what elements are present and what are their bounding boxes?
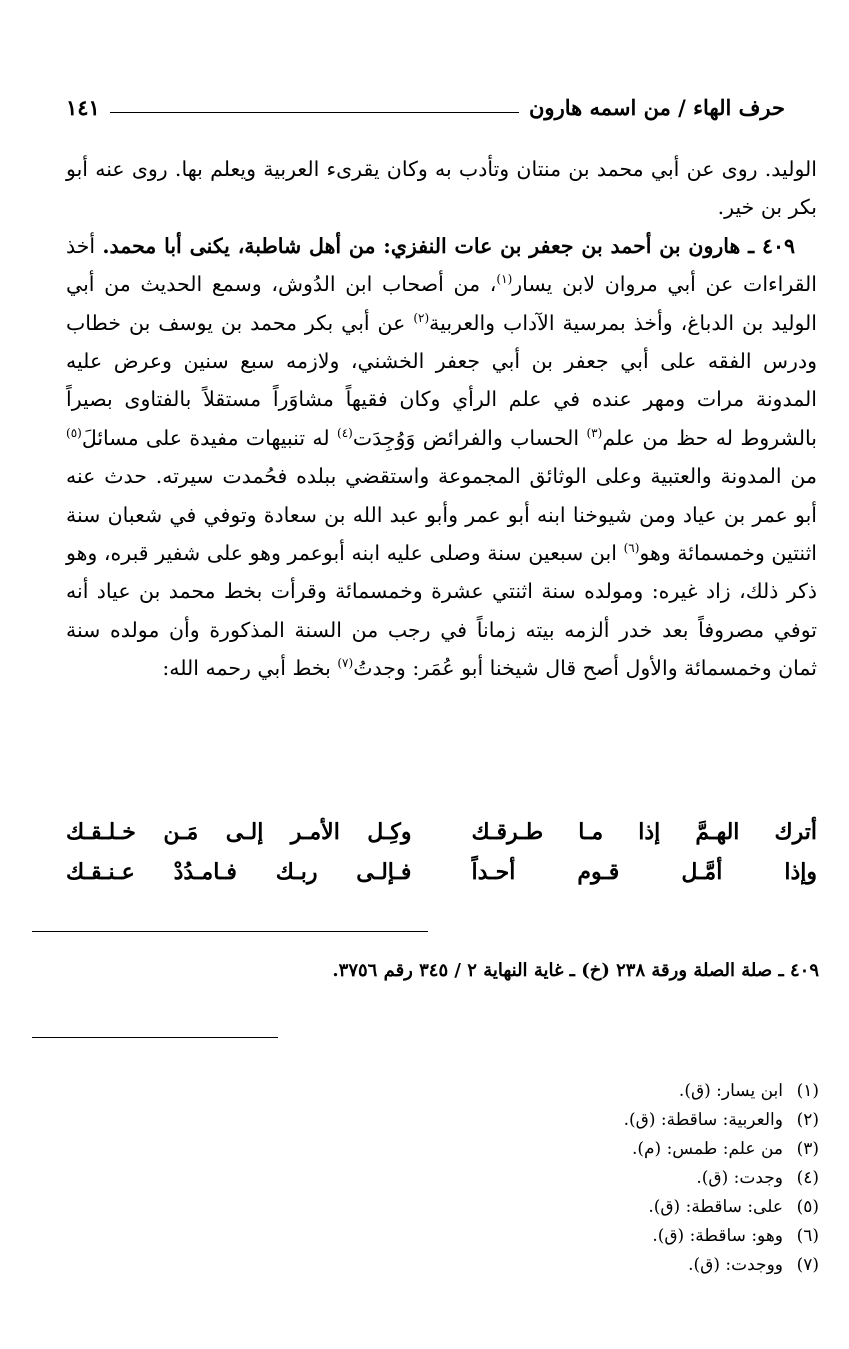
- poem-verses: [66, 812, 817, 892]
- entry-text: ، من أصحاب ابن الدُوش، وسمع الحديث من أبي الوليد بن الدباغ، وأخذ بمرسية الآداب والعربية: [66, 272, 817, 335]
- verse-hemistich: وإذا أمَّـل قـوم أحـداً: [471, 859, 817, 885]
- entry-text: بخط أبي رحمه الله:: [162, 656, 338, 681]
- header-rule: [110, 112, 519, 113]
- footnote-item: [419, 1222, 819, 1251]
- verse-hemistich: أترك الهـمَّ إذا مـا طـرقـك: [471, 819, 817, 845]
- footnote-ref[interactable]: (٥): [66, 426, 82, 441]
- entry-text: من المدونة والعتبية وعلى الوثائق المجموعة واستقضي ببلده فحُمدت سيرته. حدث عنه أبو عمر بن عياد ومن شيوخنا ابنه أبو عمر وأبو عبد الله بن سعادة وتوفي في شعبان سنة اثنتين وخمسمائة وهو: [66, 464, 817, 566]
- footnote-item: [419, 1077, 819, 1106]
- footnote-ref[interactable]: (٣): [586, 426, 603, 441]
- footnote-text: على: ساقطة: (ق).: [648, 1197, 783, 1217]
- entry-409: [66, 227, 817, 688]
- verse-line: [66, 852, 817, 892]
- entry-text: عن أبي بكر محمد بن يوسف بن خطاب ودرس الفقه على أبي جعفر بن أبي جعفر الخشني، ولازمه سبع سنين وعرض عليه المدونة مرات ومهر عنده في علم الرأي وكان فقيهاً مشاوَراً مستقلاً بالفتاوى بصيراً بالشروط له حظ من علم: [66, 310, 818, 450]
- header-title: حرف الهاء / من اسمه هارون: [529, 94, 785, 120]
- footnote-ref[interactable]: (٢): [413, 310, 430, 325]
- divider-rule: [32, 931, 428, 932]
- verse-hemistich: وكِـل الأمـر إلـى مَـن خـلـقـك: [66, 819, 412, 845]
- footnote-text: والعربية: ساقطة: (ق).: [623, 1110, 783, 1130]
- footnote-number: (٥): [796, 1197, 819, 1217]
- footnote-text: ووجدت: (ق).: [688, 1255, 783, 1275]
- footnote-number: (٦): [796, 1226, 819, 1246]
- footnote-text: ابن يسار: (ق).: [678, 1081, 783, 1101]
- footnote-ref[interactable]: (٤): [337, 426, 353, 441]
- footnote-item: [419, 1251, 819, 1280]
- footnote-number: (٧): [796, 1255, 819, 1275]
- continuation-paragraph: الوليد. روى عن أبي محمد بن منتان وتأدب به وكان يقرىء العربية ويعلم بها. روى عنه أبو بكر بن خير.: [66, 157, 817, 220]
- source-reference: ٤٠٩ ـ صلة الصلة ورقة ٢٣٨ (خ) ـ غاية النهاية ٢ / ٣٤٥ رقم ٣٧٥٦.: [332, 960, 819, 981]
- entry-heading: ٤٠٩ ـ هارون بن أحمد بن جعفر بن عات النفزي: [390, 233, 795, 258]
- footnote-ref[interactable]: (٧): [337, 656, 354, 671]
- page-number: ١٤١: [66, 94, 100, 120]
- footnote-number: (٤): [796, 1168, 819, 1188]
- footnotes-list: [419, 1077, 819, 1280]
- footnote-ref[interactable]: (٦): [623, 541, 640, 556]
- entry-origin: : من أهل شاطبة، يكنى أبا محمد.: [102, 233, 391, 258]
- entry-text: الحساب والفرائض وَوُجِدَت: [352, 425, 587, 450]
- main-text: [66, 150, 817, 688]
- footnote-item: [419, 1164, 819, 1193]
- footnote-item: [419, 1193, 819, 1222]
- entry-text: أخذ القراءات عن أبي مروان لابن يسار: [66, 233, 817, 297]
- running-header: [66, 92, 785, 122]
- verse-hemistich: فـإلـى ربـك فـامـدُدْ عـنـقـك: [66, 859, 412, 885]
- footnote-ref[interactable]: (١): [496, 272, 513, 287]
- footnote-item: [419, 1106, 819, 1135]
- footnote-item: [419, 1135, 819, 1164]
- verse-line: [66, 812, 817, 852]
- footnote-text: من علم: طمس: (م).: [631, 1139, 783, 1159]
- entry-text: له تنبيهات مفيدة على مسائلَ: [81, 425, 337, 450]
- footnote-number: (٣): [796, 1139, 819, 1159]
- footnote-text: وهو: ساقطة: (ق).: [652, 1226, 783, 1246]
- entry-text: ابن سبعين سنة وصلى عليه ابنه أبوعمر وهو على شفير قبره، وهو ذكر ذلك، زاد غيره: ومولده سنة اثنتي عشرة وخمسمائة وقرأت بخط محمد بن عياد أنه توفي مصروفاً بعد خدر ألزمه بيته زماناً في رجب من السنة المذكورة وأن مولده سنة ثمان وخمسمائة والأول أصح قال شيخنا أبو عُمَر: وجدتُ: [66, 541, 817, 681]
- footnote-divider: [32, 1037, 278, 1038]
- footnote-text: وجدت: (ق).: [696, 1168, 783, 1188]
- footnote-number: (٢): [796, 1110, 819, 1130]
- footnote-number: (١): [796, 1081, 819, 1101]
